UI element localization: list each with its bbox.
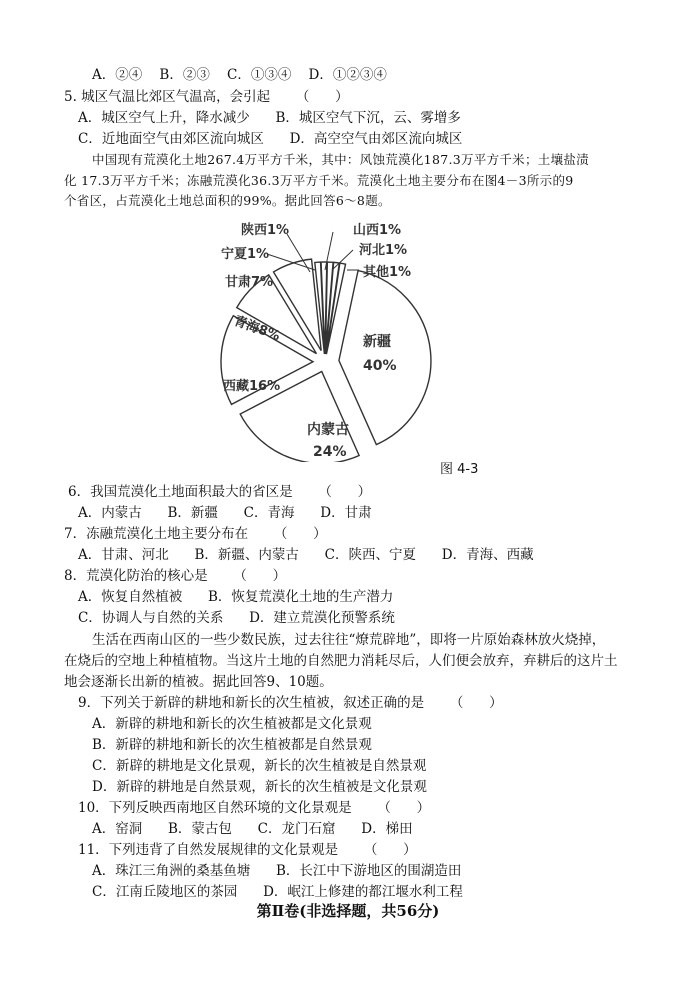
q9-option-c: C．新辟的耕地是文化景观，新长的次生植被是自然景观	[92, 758, 427, 774]
q4-options: A．②④ B．②③ C．①③④ D．①②③④	[92, 67, 387, 83]
label-xinjiang-name: 新疆	[363, 334, 391, 350]
q11-stem: 11．下列违背了自然发展规律的文化景观是 （ ）	[78, 842, 417, 858]
passage1-line1: 中国现有荒漠化土地267.4万平方千米，其中：风蚀荒漠化187.3万平方千米；土壤盐渍	[92, 152, 589, 167]
label-other: 其他1%	[363, 265, 412, 280]
q5-options-cd: C．近地面空气由郊区流向城区 D．高空空气由郊区流向城区	[78, 131, 463, 147]
q6-stem: 6．我国荒漠化土地面积最大的省区是 （ ）	[68, 484, 372, 500]
q10-options: A．窑洞 B．蒙古包 C．龙门石窟 D．梯田	[92, 821, 413, 837]
passage1-line2: 化 17.3万平方千米；冻融荒漠化36.3万平方千米。荒漠化土地主要分布在图4－3所示的9	[64, 173, 574, 188]
q7-options: A．甘肃、河北 B．新疆、内蒙古 C．陕西、宁夏 D．青海、西藏	[78, 547, 534, 563]
label-shanxi: 山西1%	[353, 223, 402, 238]
q9-option-b: B．新辟的耕地和新长的次生植被都是自然景观	[92, 737, 372, 753]
q8-options-cd: C．协调人与自然的关系 D．建立荒漠化预警系统	[78, 610, 395, 626]
passage2-line3: 地会逐渐长出新的植被。据此回答9、10题。	[64, 674, 333, 690]
passage1-line3: 个省区，占荒漠化土地总面积的99%。据此回答6～8题。	[64, 193, 391, 208]
label-qinghai: 青海8%	[231, 313, 282, 345]
q7-stem: 7．冻融荒漠化土地主要分布在 （ ）	[64, 526, 327, 542]
label-neimenggu-pct: 24%	[313, 444, 347, 460]
label-xinjiang-pct: 40%	[363, 358, 397, 374]
label-hebei: 河北1%	[359, 243, 408, 258]
q6-options: A．内蒙古 B．新疆 C．青海 D．甘肃	[78, 505, 372, 521]
q5-stem: 5. 城区气温比郊区气温高，会引起 （ ）	[64, 89, 349, 105]
q10-stem: 10．下列反映西南地区自然环境的文化景观是 （ ）	[78, 800, 431, 816]
q8-options-ab: A．恢复自然植被 B．恢复荒漠化土地的生产潜力	[78, 589, 394, 605]
q9-stem: 9．下列关于新辟的耕地和新长的次生植被，叙述正确的是 （ ）	[78, 695, 503, 711]
q5-options-ab: A．城区空气上升，降水减少 B．城区空气下沉，云、雾增多	[78, 110, 461, 126]
passage2-line2: 在烧后的空地上种植植物。当这片土地的自然肥力消耗尽后，人们便会放弃，弃耕后的这片土	[64, 653, 618, 669]
label-neimenggu-name: 内蒙古	[307, 422, 349, 438]
label-shaanxi: 陕西1%	[241, 223, 290, 238]
q8-stem: 8．荒漠化防治的核心是 （ ）	[64, 568, 287, 584]
label-xizang: 西藏16%	[223, 379, 281, 394]
figure-caption: 图 4-3	[440, 462, 479, 477]
q9-option-d: D．新辟的耕地是自然景观，新长的次生植被是文化景观	[92, 779, 427, 795]
q11-options-ab: A．珠江三角洲的桑基鱼塘 B．长江中下游地区的围湖造田	[92, 863, 462, 879]
q11-options-cd: C．江南丘陵地区的茶园 D．岷江上修建的都江堰水利工程	[92, 884, 463, 900]
desertification-pie-chart	[205, 212, 445, 462]
section-2-heading: 第Ⅱ卷(非选择题，共56分)	[256, 902, 440, 920]
q9-option-a: A．新辟的耕地和新长的次生植被都是文化景观	[92, 716, 372, 732]
label-gansu: 甘肃7%	[225, 275, 274, 290]
label-ningxia: 宁夏1%	[221, 247, 270, 262]
passage2-line1: 生活在西南山区的一些少数民族，过去往往“燎荒辟地”，即将一片原始森林放火烧掉，	[92, 632, 606, 648]
